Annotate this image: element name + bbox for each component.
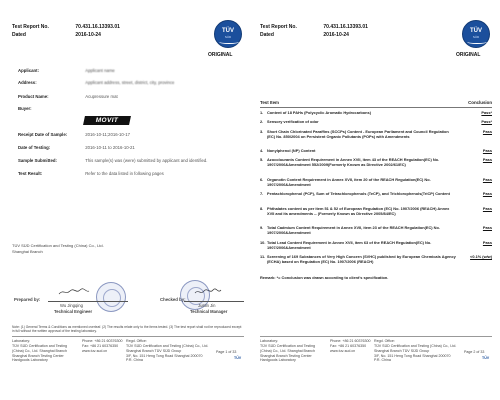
testing-date-value: 2016-10-11 to 2016-10-21 <box>85 145 135 150</box>
footer-office-column <box>126 339 208 363</box>
test-number: 6. <box>260 176 264 182</box>
test-item-header: Test Item <box>260 100 279 105</box>
testing-date-field <box>18 145 135 150</box>
prepared-name: Wu Jingqing <box>60 303 83 308</box>
report-number: 70.431.16.13393.01 <box>75 24 120 30</box>
prepared-title: Technical Engineer <box>54 309 93 314</box>
footer-office-column <box>374 339 456 363</box>
test-conclusion: Pass* <box>481 110 492 115</box>
original-label: ORIGINAL <box>456 52 481 58</box>
tuv-swoosh-icon <box>219 40 239 44</box>
prepared-by-label: Prepared by: <box>14 297 41 302</box>
report-number: 70.431.16.13393.01 <box>323 24 368 30</box>
testing-date-label: Date of Testing: <box>18 145 51 150</box>
report-page-1 <box>8 18 248 378</box>
remark-text: Remark: *= Conclusion was drawn according to client's specification. <box>260 275 389 280</box>
receipt-date-label: Receipt Date of Sample: <box>18 132 68 137</box>
buyer-logo <box>83 116 131 125</box>
prepared-signature <box>58 288 90 296</box>
footer-fax: Fax: +86 21 60376350 <box>82 343 119 348</box>
test-number: 4. <box>260 148 264 154</box>
tuv-sub: SÜD <box>472 35 480 39</box>
footer-lab-line: Shanghai Branch Testing Center <box>12 353 64 358</box>
dated-row <box>12 32 101 38</box>
buyer-field <box>18 106 84 111</box>
applicant-value: Applicant name <box>85 68 115 73</box>
test-number: 9. <box>260 225 264 231</box>
receipt-date-value: 2016-10-11;2016-10-17 <box>85 132 131 137</box>
footer-lab-line: Laboratory: <box>12 339 31 343</box>
footer-office-line: 3/F, No. 151 Heng Tong Road Shanghai 200070 <box>126 353 203 358</box>
test-item-text: Pentachlorophenol (PCP), Sum of Tetrachlorophenols (TeCP), and Trichlorophenols(TriCP) Content <box>267 191 450 197</box>
sample-submitted-label: Sample Submitted: <box>18 158 57 163</box>
report-number-row <box>260 24 368 30</box>
footer-lab-line: Laboratory: <box>260 339 279 343</box>
test-item-text: Total Lead Content Requirement in Annex XVII, item 63 of the REACH Regulation(EC) No. 1907/2006&Amendment <box>267 239 432 250</box>
test-item-text: Short Chain Chlorinated Paraffins (SCCPs) Content - European Parliament and Council Regulation (EC) No. 850/2004 on Persistent Organic Pollutants (POPs) with Amendments <box>267 128 449 139</box>
test-conclusion: Pass <box>482 176 492 182</box>
footer-office-line: TÜV SÜD Certification and Testing (China) Co., Ltd. <box>374 343 457 348</box>
original-label: ORIGINAL <box>208 52 233 58</box>
page-number: Page 2 of 33 <box>464 350 485 354</box>
footer-lab-line: TÜV SÜD Certification and Testing <box>12 343 68 348</box>
footer-office-line: Shanghai Branch TÜV SÜD Group <box>374 348 430 353</box>
test-conclusion: Pass* <box>481 119 492 125</box>
applicant-label: Applicant: <box>18 68 40 73</box>
test-item-text: Nonylphenol (NP) Content <box>267 148 316 154</box>
tuv-sub: SÜD <box>224 35 232 39</box>
test-conclusion: Pass <box>482 225 492 231</box>
footer-tuv-mark: TÜV <box>482 356 490 360</box>
lab-name: TÜV SÜD Certification and Testing (China) Co., Ltd. <box>12 243 104 248</box>
test-number: 8. <box>260 205 264 211</box>
test-conclusion: Pass <box>482 191 492 197</box>
footer-website: www.tuv-sud.cn <box>330 348 356 353</box>
footer-office-line: 3/F, No. 151 Heng Tong Road Shanghai 200070 <box>374 353 451 358</box>
dated-value: 2016-10-24 <box>75 32 101 38</box>
test-number: 1. <box>260 110 264 115</box>
footer-lab-line: Hardgoods Laboratory <box>260 358 296 363</box>
test-number: 5. <box>260 157 264 163</box>
checked-signature-line <box>184 301 244 302</box>
test-number: 2. <box>260 119 264 125</box>
test-item-text: Phthalates content as per item 51 & 52 of European Regulation (EC) No. 1907/2006 (REACH) Annex XVII and its amendments -- (Formerly Known as Directive 2005/84/EC) <box>267 205 450 216</box>
address-label: Address: <box>18 80 37 85</box>
footer-office-line: TÜV SÜD Certification and Testing (China) Co., Ltd. <box>126 343 209 348</box>
test-result-field <box>18 171 164 176</box>
dated-row <box>260 32 349 38</box>
product-name-value: Acupressure mat <box>85 94 118 99</box>
footer-office-line: P.R. China <box>126 358 143 363</box>
tuv-swoosh-icon <box>467 40 487 44</box>
footer-lab-line: (China) Co., Ltd. Shanghai Branch <box>12 348 67 353</box>
footer-tuv-mark: TÜV <box>234 356 242 360</box>
footer-contact-column <box>330 339 370 354</box>
lab-branch: Shanghai Branch <box>12 249 43 254</box>
footer-office-line: Regd. Office: <box>126 339 147 343</box>
terms-note: Note: (1) General Terms & Conditions as mentioned overleaf. (2) The results relate only to the items tested. (3) The test report shall not be reproduced except in full without the written approval of the testing laboratory. <box>12 325 242 334</box>
footer-phone: Phone: +86 21 60376300 <box>82 339 123 343</box>
test-conclusion: Pass <box>482 205 492 211</box>
test-result-label: Test Result: <box>18 171 43 176</box>
test-item-text: Screening of 169 Substances of Very High Concern (SVHC) published by European Chemicals Agency (ECHA) based on Regulation (EC) No. 1907/2006 (REACH) <box>267 254 456 265</box>
footer-lab-column <box>12 339 67 363</box>
footer-lab-line: Hardgoods Laboratory <box>12 358 48 363</box>
product-name-label: Product Name: <box>18 94 49 99</box>
footer-lab-column <box>260 339 315 363</box>
company-stamp-1 <box>96 282 126 312</box>
footer-lab-line: (China) Co., Ltd. Shanghai Branch <box>260 348 315 353</box>
applicant-field <box>18 68 115 73</box>
footer-office-line: P.R. China <box>374 358 391 363</box>
footer-fax: Fax: +86 21 60376350 <box>330 343 367 348</box>
test-number: 11. <box>260 254 266 259</box>
test-item-text: Total Cadmium Content Requirement in Annex XVII, item 23 of the REACH Regulation(EC) No. 1907/2006&Amendment <box>267 225 440 236</box>
conclusion-header: Conclusion <box>468 100 492 105</box>
buyer-logo-text: MOVIT <box>95 117 119 124</box>
footer-separator <box>260 336 492 337</box>
sample-submitted-value: This sample(s) was (were) submitted by applicant and identified. <box>85 158 208 163</box>
report-number-label: Test Report No. <box>12 24 49 30</box>
footer-phone: Phone: +86 21 60376300 <box>330 339 371 343</box>
address-field <box>18 80 174 85</box>
report-number-label: Test Report No. <box>260 24 297 30</box>
tuv-sud-logo <box>462 20 490 48</box>
test-conclusion: Pass <box>482 148 492 154</box>
test-number: 7. <box>260 191 264 197</box>
prepared-signature-line <box>48 301 128 302</box>
tuv-mark: TÜV <box>470 28 482 34</box>
footer-lab-line: TÜV SÜD Certification and Testing <box>260 343 316 348</box>
test-item-text: Organotin Content Requirement in Annex XVII, item 20 of the REACH Regulation(EC) No. 1907/2006&Amendment <box>267 176 431 187</box>
footer-separator <box>12 336 244 337</box>
report-number-row <box>12 24 120 30</box>
receipt-date-field <box>18 132 130 137</box>
footer-lab-line: Shanghai Branch Testing Center <box>260 353 312 358</box>
test-item-text: Content of 18 PAHs (Polycyclic Aromatic Hydrocarbons) <box>267 110 371 115</box>
table-header-rule <box>260 107 492 108</box>
footer-contact-column <box>82 339 122 354</box>
test-conclusion: Pass <box>482 157 492 163</box>
dated-label: Dated <box>12 32 26 38</box>
test-number: 3. <box>260 128 264 134</box>
checked-name: Justin Jin <box>198 303 216 308</box>
tuv-mark: TÜV <box>222 28 234 34</box>
test-number: 10. <box>260 239 266 245</box>
address-value: Applicant address, street, district, city, province <box>85 80 175 85</box>
sample-submitted-field <box>18 158 207 163</box>
footer-office-line: Regd. Office: <box>374 339 395 343</box>
dated-value: 2016-10-24 <box>323 32 349 38</box>
product-name-field <box>18 94 118 99</box>
report-page-2 <box>256 18 496 378</box>
buyer-label: Buyer: <box>18 106 32 111</box>
tuv-sud-logo <box>214 20 242 48</box>
checked-title: Technical Manager <box>190 309 228 314</box>
test-item-text: Azocolourants Content Requirement in Annex XVII, item 43 of the REACH Regulation(EC) No. 1907/2006&Amendment 552/2009(Formerly Known as Directive 2002/61/EC) <box>267 157 440 168</box>
footer-website: www.tuv-sud.cn <box>82 348 108 353</box>
footer-office-line: Shanghai Branch TÜV SÜD Group <box>126 348 182 353</box>
test-conclusion: Pass <box>482 239 492 245</box>
test-item-text: Sensory verification of odor <box>267 119 319 125</box>
page-number: Page 1 of 33 <box>216 350 237 354</box>
test-conclusion: Pass <box>482 128 492 134</box>
test-result-value: Refer to the data listed in following pages <box>85 171 164 176</box>
dated-label: Dated <box>260 32 274 38</box>
test-conclusion: <0.1% (w/w) <box>470 254 492 259</box>
checked-by-label: Checked by: <box>160 297 186 302</box>
